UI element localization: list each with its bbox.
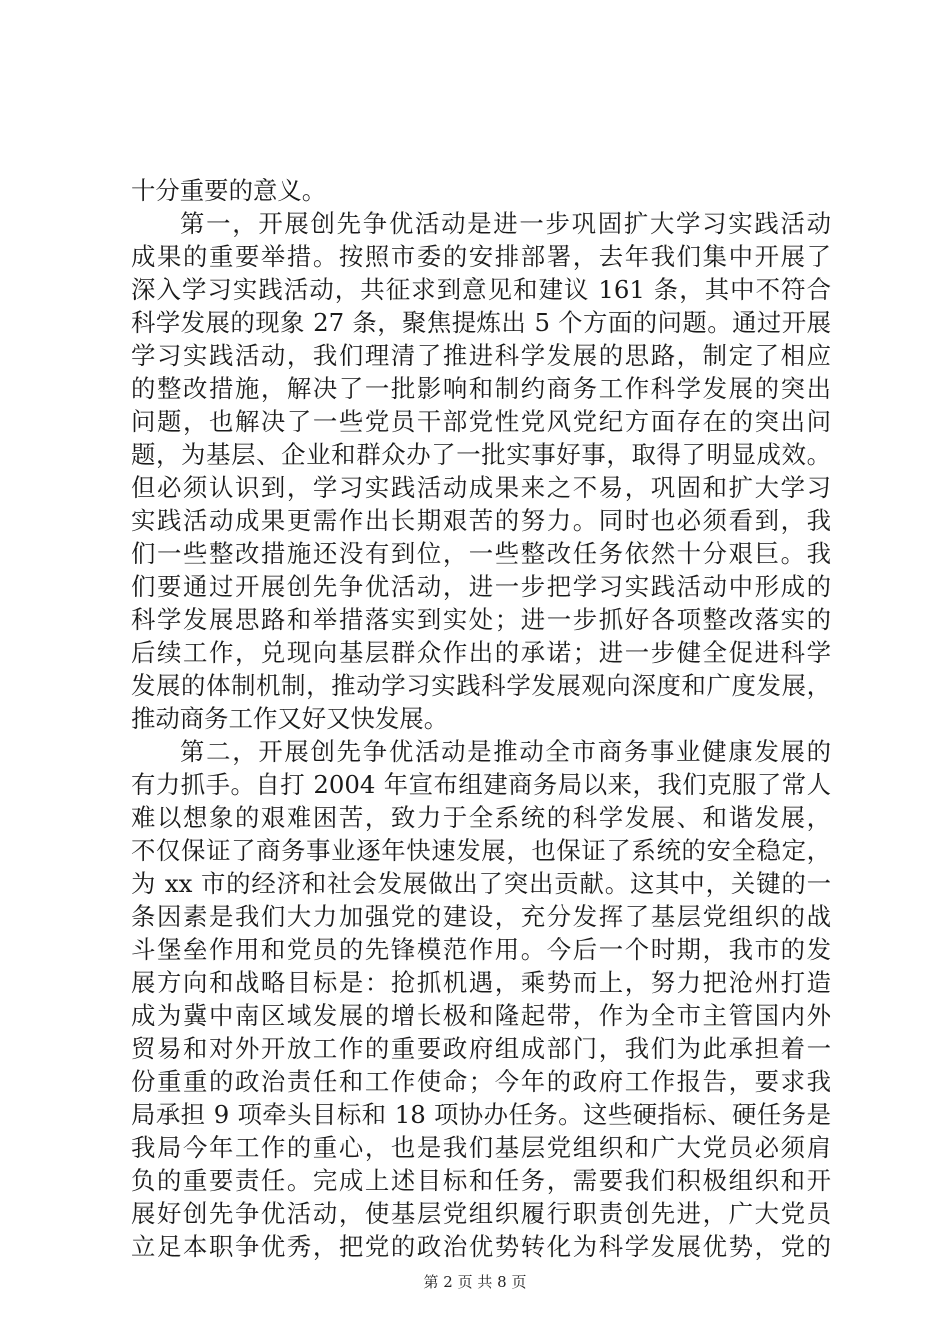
text-line: 们要通过开展创先争优活动，进一步把学习实践活动中形成的: [131, 572, 831, 601]
text-line: 科学发展思路和举措落实到实处；进一步抓好各项整改落实的: [131, 605, 831, 634]
text-line: 问题，也解决了一些党员干部党性党风党纪方面存在的突出问: [131, 407, 831, 436]
text-line: 后续工作，兑现向基层群众作出的承诺；进一步健全促进科学: [131, 638, 831, 667]
text-line: 展方向和战略目标是：抢抓机遇，乘势而上，努力把沧州打造: [131, 968, 831, 997]
text-line: 成为冀中南区域发展的增长极和隆起带，作为全市主管国内外: [131, 1001, 831, 1030]
text-line: 第一，开展创先争优活动是进一步巩固扩大学习实践活动: [180, 209, 831, 238]
text-line: 推动商务工作又好又快发展。: [131, 704, 449, 733]
text-line: 我局今年工作的重心，也是我们基层党组织和广大党员必须肩: [131, 1133, 831, 1162]
text-line: 成果的重要举措。按照市委的安排部署，去年我们集中开展了: [131, 242, 831, 271]
text-line: 贸易和对外开放工作的重要政府组成部门，我们为此承担着一: [131, 1034, 831, 1063]
text-line: 难以想象的艰难困苦，致力于全系统的科学发展、和谐发展，: [131, 803, 831, 832]
text-line: 条因素是我们大力加强党的建设，充分发挥了基层党组织的战: [131, 902, 831, 931]
text-line: 题，为基层、企业和群众办了一批实事好事，取得了明显成效。: [131, 440, 831, 469]
text-line: 的整改措施，解决了一批影响和制约商务工作科学发展的突出: [131, 374, 831, 403]
text-line: 实践活动成果更需作出长期艰苦的努力。同时也必须看到，我: [131, 506, 831, 535]
text-line: 不仅保证了商务事业逐年快速发展，也保证了系统的安全稳定，: [131, 836, 831, 865]
text-line: 深入学习实践活动，共征求到意见和建议 161 条，其中不符合: [131, 275, 831, 304]
page-number-footer: 第 2 页 共 8 页: [423, 1273, 527, 1291]
text-line: 局承担 9 项牵头目标和 18 项协办任务。这些硬指标、硬任务是: [131, 1100, 831, 1129]
text-line: 但必须认识到，学习实践活动成果来之不易，巩固和扩大学习: [131, 473, 831, 502]
text-line: 学习实践活动，我们理清了推进科学发展的思路，制定了相应: [131, 341, 831, 370]
text-line: 展好创先争优活动，使基层党组织履行职责创先进，广大党员: [131, 1199, 831, 1228]
text-line: 第二，开展创先争优活动是推动全市商务事业健康发展的: [180, 737, 831, 766]
text-line: 们一些整改措施还没有到位，一些整改任务依然十分艰巨。我: [131, 539, 831, 568]
text-line: 负的重要责任。完成上述目标和任务，需要我们积极组织和开: [131, 1166, 831, 1195]
text-line: 科学发展的现象 27 条，聚焦提炼出 5 个方面的问题。通过开展: [131, 308, 831, 337]
text-line: 有力抓手。自打 2004 年宣布组建商务局以来，我们克服了常人: [131, 770, 831, 799]
text-line: 发展的体制机制，推动学习实践科学发展观向深度和广度发展，: [131, 671, 831, 700]
text-line: 立足本职争优秀，把党的政治优势转化为科学发展优势，党的: [131, 1232, 831, 1261]
text-line: 十分重要的意义。: [131, 176, 327, 205]
text-line: 为 xx 市的经济和社会发展做出了突出贡献。这其中，关键的一: [131, 869, 831, 898]
text-line: 份重重的政治责任和工作使命；今年的政府工作报告，要求我: [131, 1067, 831, 1096]
text-line: 斗堡垒作用和党员的先锋模范作用。今后一个时期，我市的发: [131, 935, 831, 964]
